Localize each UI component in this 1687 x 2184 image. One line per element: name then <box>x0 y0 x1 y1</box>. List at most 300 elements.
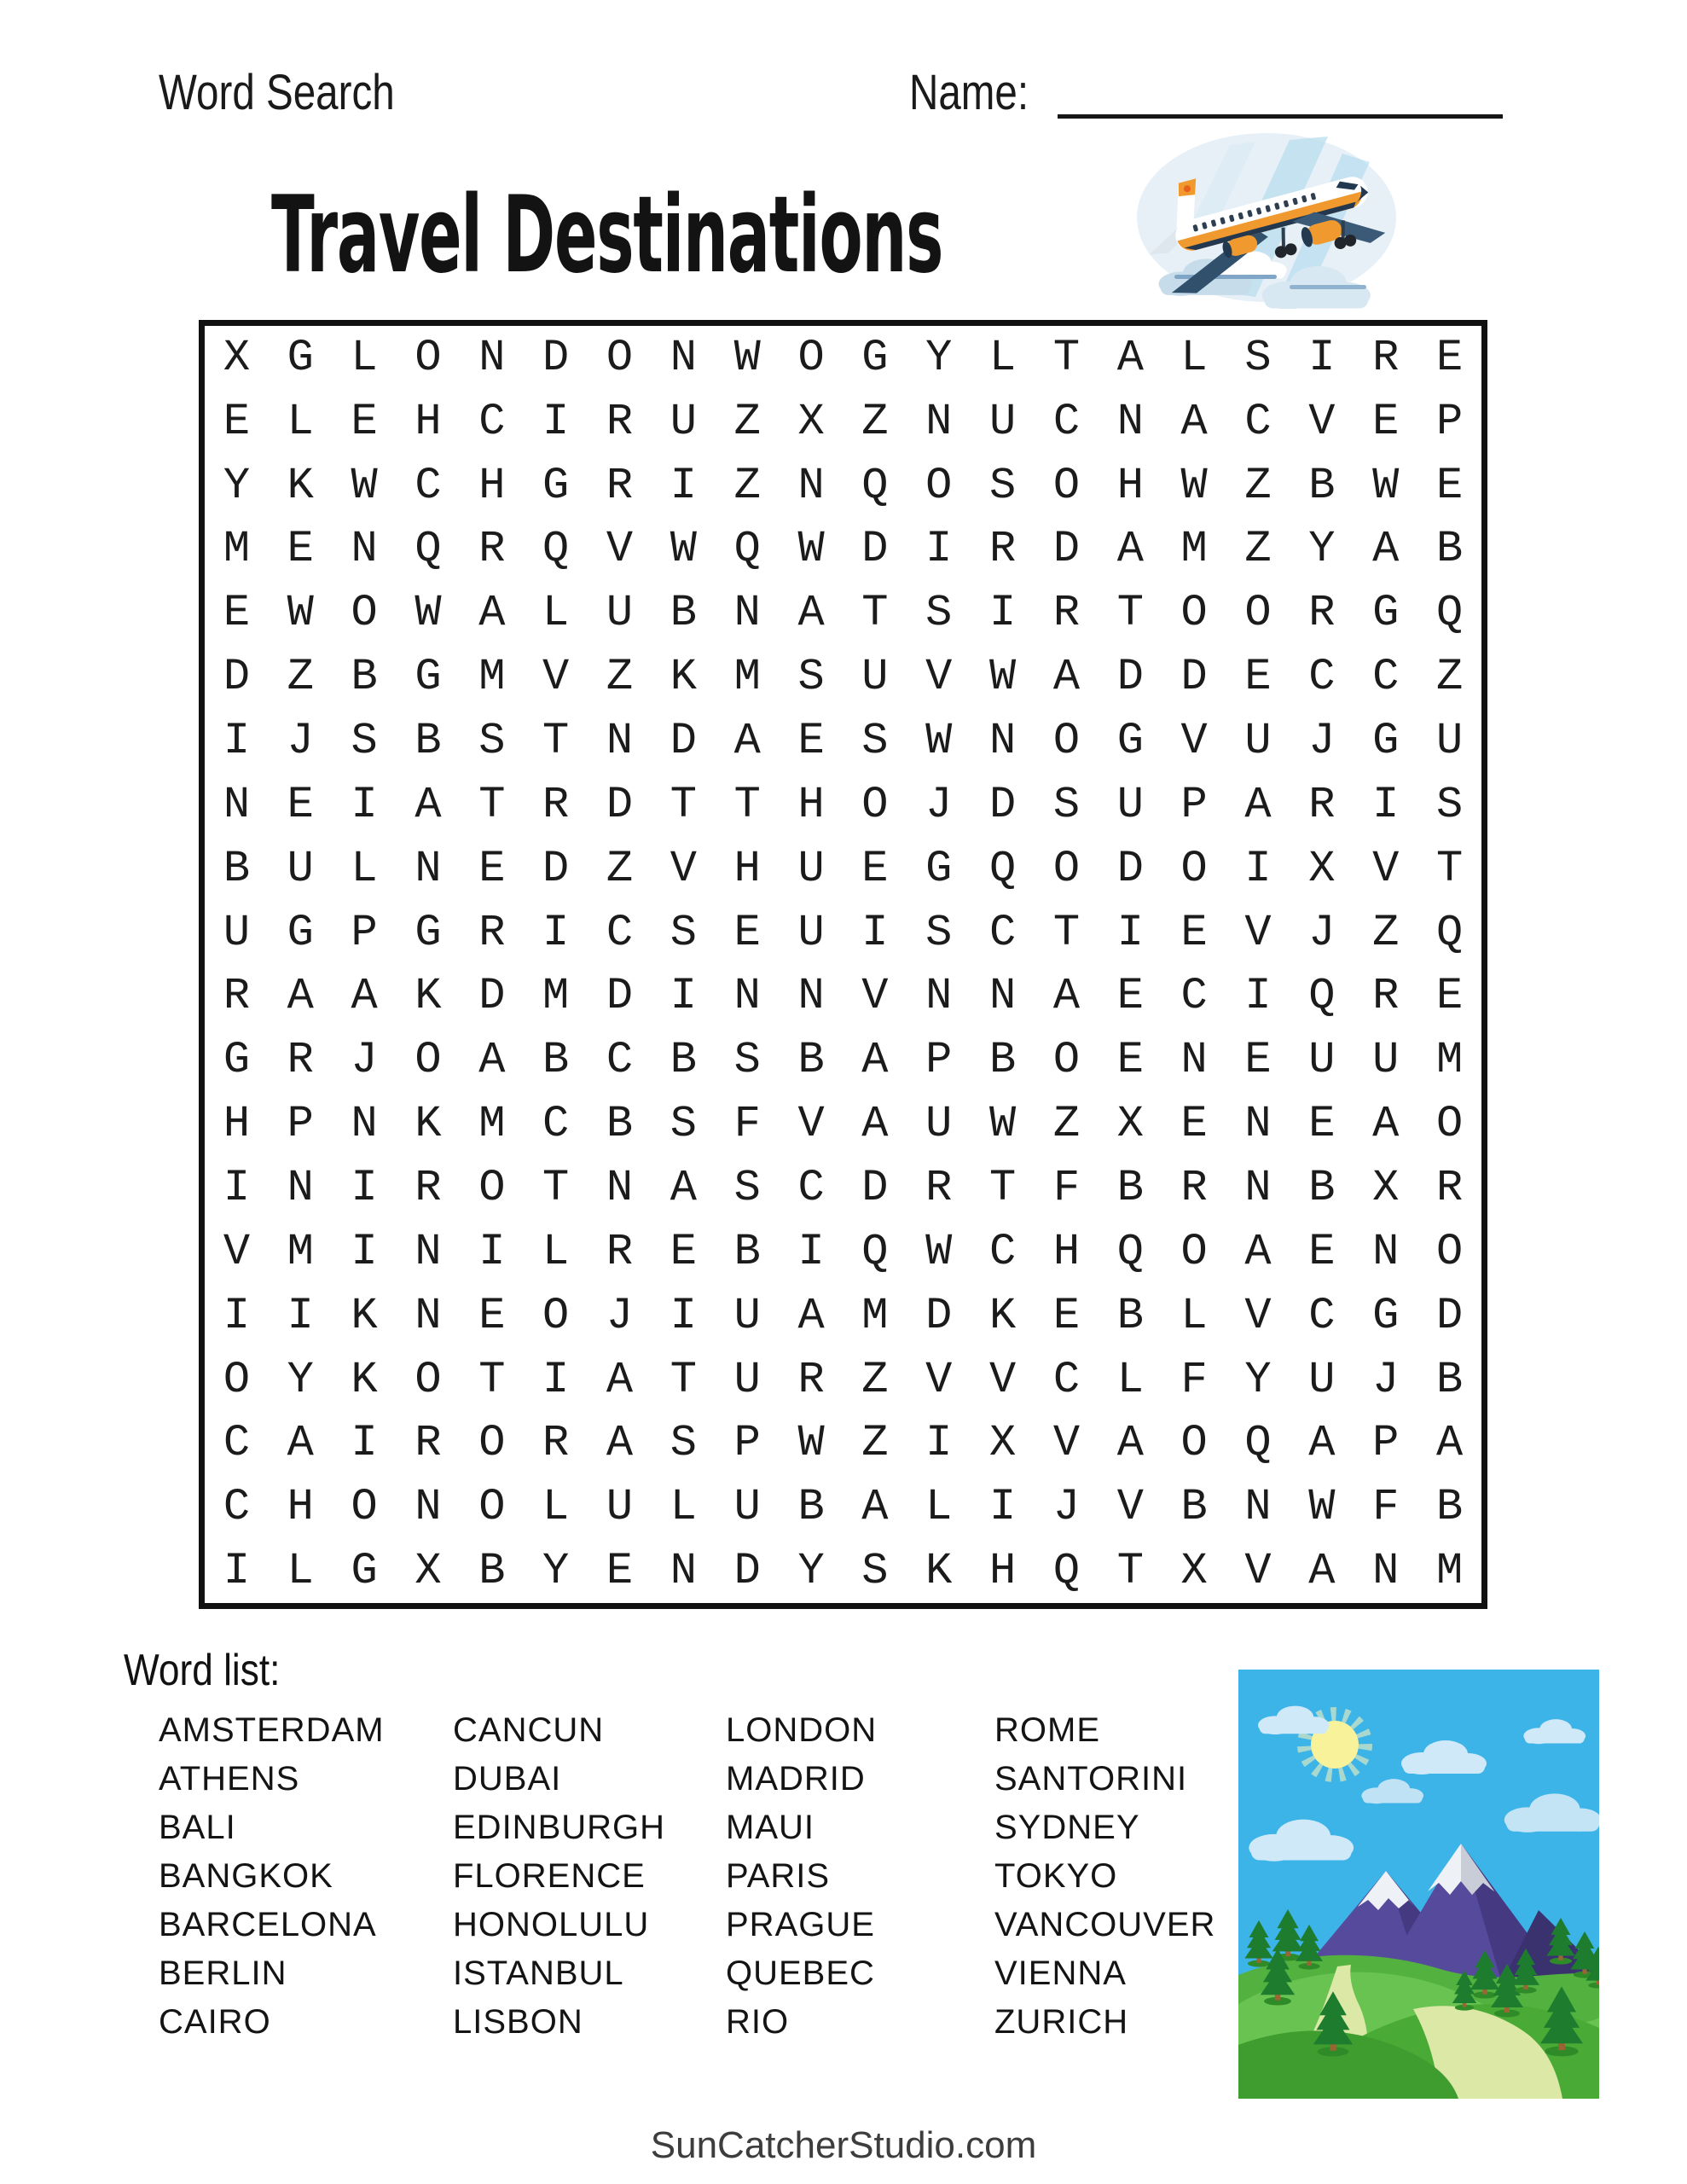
grid-cell: L <box>351 843 378 894</box>
word-list-item: ROME <box>994 1711 1100 1749</box>
grid-cell: K <box>989 1290 1017 1341</box>
grid-cell: H <box>1116 460 1144 511</box>
grid-cell: B <box>670 1035 697 1086</box>
grid-cell: N <box>1116 396 1144 447</box>
grid-cell: U <box>861 652 889 703</box>
grid-cell: U <box>670 396 697 447</box>
grid-cell: E <box>351 396 378 447</box>
grid-cell: B <box>1435 524 1464 575</box>
grid-cell: K <box>415 1099 442 1150</box>
grid-cell: D <box>1052 524 1081 575</box>
grid-cell: M <box>861 1290 889 1341</box>
grid-cell: I <box>351 1162 378 1213</box>
grid-cell: R <box>1308 779 1336 830</box>
grid-cell: C <box>1180 971 1208 1022</box>
grid-cell: K <box>415 971 442 1022</box>
grid-cell: Z <box>733 396 761 447</box>
grid-cell: M <box>1435 1035 1464 1086</box>
grid-cell: S <box>1052 779 1081 830</box>
grid-cell: P <box>733 1418 761 1469</box>
grid-cell: A <box>797 1290 825 1341</box>
word-list-item: ISTANBUL <box>453 1955 624 1992</box>
grid-cell: B <box>733 1226 761 1277</box>
grid-cell: R <box>223 971 251 1022</box>
grid-cell: U <box>925 1099 953 1150</box>
grid-cell: G <box>1372 588 1400 639</box>
grid-cell: K <box>351 1354 378 1405</box>
grid-cell: B <box>542 1035 570 1086</box>
grid-cell: U <box>733 1482 761 1533</box>
grid-cell: A <box>1116 332 1144 383</box>
grid-cell: N <box>1180 1035 1208 1086</box>
grid-cell: O <box>1435 1226 1464 1277</box>
grid-cell: K <box>287 460 314 511</box>
grid-cell: S <box>478 716 506 767</box>
grid-cell: G <box>415 907 442 958</box>
grid-cell: I <box>925 524 953 575</box>
grid-cell: N <box>1372 1546 1400 1597</box>
grid-cell: D <box>223 652 251 703</box>
puzzle-title: Travel Destinations <box>271 174 943 297</box>
grid-cell: S <box>861 716 889 767</box>
grid-cell: A <box>478 1035 506 1086</box>
grid-cell: A <box>606 1418 634 1469</box>
grid-cell: U <box>1372 1035 1400 1086</box>
grid-cell: E <box>670 1226 697 1277</box>
grid-cell: I <box>989 1482 1017 1533</box>
grid-cell: M <box>1180 524 1208 575</box>
grid-cell: N <box>287 1162 314 1213</box>
grid-cell: Z <box>1244 460 1272 511</box>
grid-cell: N <box>415 1482 442 1533</box>
grid-cell: E <box>1308 1099 1336 1150</box>
grid-cell: A <box>1052 971 1081 1022</box>
grid-cell: O <box>415 1354 442 1405</box>
grid-cell: I <box>989 588 1017 639</box>
word-list-item: SANTORINI <box>994 1760 1188 1798</box>
grid-cell: D <box>606 779 634 830</box>
grid-cell: X <box>1372 1162 1400 1213</box>
grid-cell: R <box>415 1162 442 1213</box>
grid-cell: I <box>542 1354 570 1405</box>
grid-cell: S <box>670 1099 697 1150</box>
grid-cell: X <box>797 396 825 447</box>
grid-cell: V <box>861 971 889 1022</box>
grid-cell: I <box>223 1162 251 1213</box>
grid-cell: E <box>606 1546 634 1597</box>
grid-cell: O <box>478 1162 506 1213</box>
grid-cell: V <box>1244 1546 1272 1597</box>
grid-cell: C <box>223 1482 251 1533</box>
grid-cell: Z <box>1435 652 1464 703</box>
grid-cell: G <box>861 332 889 383</box>
grid-cell: O <box>1180 1418 1208 1469</box>
name-label: Name: <box>909 65 1029 120</box>
grid-cell: N <box>797 971 825 1022</box>
grid-cell: N <box>925 971 953 1022</box>
grid-cell: W <box>351 460 378 511</box>
word-list-item: ATHENS <box>159 1760 300 1798</box>
grid-cell: N <box>1244 1482 1272 1533</box>
grid-cell: U <box>797 907 825 958</box>
grid-cell: K <box>670 652 697 703</box>
grid-cell: X <box>1116 1099 1144 1150</box>
grid-cell: U <box>733 1354 761 1405</box>
grid-cell: N <box>606 1162 634 1213</box>
grid-cell: Q <box>989 843 1017 894</box>
grid-cell: N <box>606 716 634 767</box>
word-list-item: CAIRO <box>159 2003 271 2041</box>
grid-cell: I <box>670 460 697 511</box>
grid-cell: H <box>989 1546 1017 1597</box>
grid-cell: V <box>1244 907 1272 958</box>
grid-cell: V <box>1372 843 1400 894</box>
grid-cell: M <box>1435 1546 1464 1597</box>
grid-cell: N <box>478 332 506 383</box>
word-list-item: VIENNA <box>994 1955 1127 1992</box>
grid-cell: K <box>925 1546 953 1597</box>
grid-cell: I <box>1244 971 1272 1022</box>
grid-cell: H <box>223 1099 251 1150</box>
word-list-item: BANGKOK <box>159 1857 333 1895</box>
grid-cell: A <box>1244 1226 1272 1277</box>
grid-cell: I <box>351 1418 378 1469</box>
grid-cell: V <box>1180 716 1208 767</box>
grid-cell: L <box>670 1482 697 1533</box>
word-list-item: ZURICH <box>994 2003 1129 2041</box>
word-list-item: TOKYO <box>994 1857 1118 1895</box>
grid-cell: R <box>797 1354 825 1405</box>
grid-cell: C <box>415 460 442 511</box>
grid-cell: W <box>989 652 1017 703</box>
grid-cell: R <box>478 524 506 575</box>
grid-cell: N <box>797 460 825 511</box>
grid-cell: C <box>797 1162 825 1213</box>
grid-cell: I <box>542 907 570 958</box>
word-list-item: LISBON <box>453 2003 583 2041</box>
grid-cell: A <box>1435 1418 1464 1469</box>
grid-cell: R <box>989 524 1017 575</box>
grid-cell: T <box>1116 1546 1144 1597</box>
grid-cell: Y <box>542 1546 570 1597</box>
grid-cell: S <box>733 1035 761 1086</box>
grid-cell: S <box>670 1418 697 1469</box>
grid-cell: O <box>606 332 634 383</box>
grid-cell: X <box>989 1418 1017 1469</box>
grid-cell: A <box>733 716 761 767</box>
grid-cell: A <box>1308 1418 1336 1469</box>
grid-cell: U <box>1435 716 1464 767</box>
grid-cell: I <box>287 1290 314 1341</box>
worksheet-type-label: Word Search <box>159 65 395 120</box>
grid-cell: I <box>925 1418 953 1469</box>
grid-cell: C <box>989 1226 1017 1277</box>
grid-cell: N <box>989 971 1017 1022</box>
grid-cell: E <box>1116 971 1144 1022</box>
grid-cell: J <box>351 1035 378 1086</box>
grid-cell: O <box>223 1354 251 1405</box>
grid-cell: H <box>733 843 761 894</box>
grid-cell: O <box>1180 1226 1208 1277</box>
grid-cell: L <box>1116 1354 1144 1405</box>
grid-cell: W <box>925 716 953 767</box>
word-list-item: QUEBEC <box>726 1955 875 1992</box>
grid-cell: E <box>1116 1035 1144 1086</box>
grid-cell: R <box>1372 332 1400 383</box>
grid-cell: G <box>287 907 314 958</box>
grid-cell: B <box>415 716 442 767</box>
word-list-item: LONDON <box>726 1711 878 1749</box>
grid-cell: B <box>1116 1290 1144 1341</box>
grid-cell: F <box>1180 1354 1208 1405</box>
grid-cell: J <box>287 716 314 767</box>
grid-cell: E <box>478 1290 506 1341</box>
grid-cell: V <box>797 1099 825 1150</box>
word-list-item: MADRID <box>726 1760 866 1798</box>
grid-cell: Z <box>861 1354 889 1405</box>
grid-cell: C <box>1308 1290 1336 1341</box>
grid-cell: N <box>1372 1226 1400 1277</box>
grid-cell: O <box>415 1035 442 1086</box>
grid-cell: G <box>1372 716 1400 767</box>
grid-cell: M <box>478 652 506 703</box>
grid-cell: N <box>415 1226 442 1277</box>
grid-cell: W <box>287 588 314 639</box>
grid-cell: V <box>223 1226 251 1277</box>
grid-cell: W <box>1308 1482 1336 1533</box>
grid-cell: V <box>1116 1482 1144 1533</box>
grid-cell: S <box>351 716 378 767</box>
grid-cell: V <box>606 524 634 575</box>
grid-cell: T <box>478 779 506 830</box>
word-list-item: PARIS <box>726 1857 831 1895</box>
grid-cell: C <box>478 396 506 447</box>
grid-cell: O <box>351 1482 378 1533</box>
grid-cell: U <box>989 396 1017 447</box>
word-list-item: DUBAI <box>453 1760 562 1798</box>
grid-cell: A <box>861 1099 889 1150</box>
grid-cell: T <box>1116 588 1144 639</box>
grid-cell: Y <box>1308 524 1336 575</box>
grid-cell: G <box>351 1546 378 1597</box>
grid-cell: R <box>606 396 634 447</box>
grid-cell: E <box>1244 1035 1272 1086</box>
grid-cell: R <box>542 779 570 830</box>
grid-cell: W <box>670 524 697 575</box>
grid-cell: N <box>223 779 251 830</box>
grid-cell: V <box>989 1354 1017 1405</box>
grid-cell: O <box>478 1482 506 1533</box>
word-list-item: SYDNEY <box>994 1809 1140 1846</box>
grid-cell: I <box>861 907 889 958</box>
word-list-item: CANCUN <box>453 1711 605 1749</box>
grid-cell: G <box>1116 716 1144 767</box>
grid-cell: D <box>925 1290 953 1341</box>
grid-cell: X <box>1308 843 1336 894</box>
grid-cell: B <box>989 1035 1017 1086</box>
grid-cell: T <box>989 1162 1017 1213</box>
grid-cell: C <box>1308 652 1336 703</box>
grid-cell: N <box>1244 1162 1272 1213</box>
grid-cell: D <box>1435 1290 1464 1341</box>
word-list-item: AMSTERDAM <box>159 1711 385 1749</box>
grid-cell: F <box>1052 1162 1081 1213</box>
grid-cell: S <box>797 652 825 703</box>
grid-cell: J <box>1308 716 1336 767</box>
grid-cell: D <box>989 779 1017 830</box>
grid-cell: O <box>542 1290 570 1341</box>
grid-cell: F <box>1372 1482 1400 1533</box>
grid-cell: P <box>925 1035 953 1086</box>
grid-cell: R <box>1180 1162 1208 1213</box>
grid-cell: Y <box>1244 1354 1272 1405</box>
footer-site-text: SunCatcherStudio.com <box>650 2124 1037 2166</box>
grid-cell: Z <box>861 396 889 447</box>
grid-cell: O <box>1052 1035 1081 1086</box>
grid-cell: B <box>351 652 378 703</box>
grid-cell: L <box>287 1546 314 1597</box>
grid-cell: O <box>925 460 953 511</box>
grid-cell: E <box>1435 460 1464 511</box>
grid-cell: D <box>861 524 889 575</box>
grid-cell: T <box>542 1162 570 1213</box>
grid-cell: I <box>351 779 378 830</box>
grid-cell: B <box>478 1546 506 1597</box>
grid-cell: P <box>1435 396 1464 447</box>
grid-cell: T <box>670 779 697 830</box>
grid-cell: I <box>478 1226 506 1277</box>
grid-cell: I <box>1116 907 1144 958</box>
grid-cell: A <box>1116 1418 1144 1469</box>
grid-cell: J <box>925 779 953 830</box>
grid-cell: N <box>1244 1099 1272 1150</box>
grid-cell: O <box>797 332 825 383</box>
mountain-landscape-icon <box>1238 1670 1599 2099</box>
grid-cell: N <box>415 1290 442 1341</box>
grid-cell: E <box>287 779 314 830</box>
grid-cell: H <box>797 779 825 830</box>
word-search-grid <box>199 320 1487 1609</box>
grid-cell: D <box>861 1162 889 1213</box>
grid-cell: J <box>1052 1482 1081 1533</box>
grid-cell: B <box>606 1099 634 1150</box>
grid-cell: T <box>861 588 889 639</box>
grid-cell: E <box>1435 332 1464 383</box>
grid-cell: E <box>1435 971 1464 1022</box>
grid-cell: V <box>925 1354 953 1405</box>
grid-cell: N <box>415 843 442 894</box>
word-list-column <box>453 1706 743 2047</box>
grid-cell: Q <box>1116 1226 1144 1277</box>
grid-cell: B <box>1180 1482 1208 1533</box>
grid-cell: A <box>478 588 506 639</box>
grid-cell: C <box>1244 396 1272 447</box>
grid-cell: S <box>989 460 1017 511</box>
grid-cell: F <box>733 1099 761 1150</box>
grid-cell: M <box>733 652 761 703</box>
grid-cell: I <box>670 1290 697 1341</box>
grid-cell: P <box>1372 1418 1400 1469</box>
grid-cell: A <box>1052 652 1081 703</box>
grid-cell: V <box>670 843 697 894</box>
grid-cell: P <box>287 1099 314 1150</box>
grid-cell: B <box>670 588 697 639</box>
grid-cell: E <box>797 716 825 767</box>
grid-cell: Z <box>733 460 761 511</box>
airplane-icon <box>1128 130 1409 309</box>
grid-cell: A <box>351 971 378 1022</box>
grid-cell: I <box>1244 843 1272 894</box>
grid-cell: L <box>1180 1290 1208 1341</box>
grid-cell: E <box>287 524 314 575</box>
grid-cell: R <box>925 1162 953 1213</box>
grid-cell: L <box>351 332 378 383</box>
grid-cell: U <box>606 1482 634 1533</box>
grid-cell: H <box>478 460 506 511</box>
grid-cell: N <box>925 396 953 447</box>
grid-cell: B <box>1435 1482 1464 1533</box>
grid-cell: Y <box>287 1354 314 1405</box>
word-list-column <box>726 1706 1016 2047</box>
grid-cell: O <box>1052 716 1081 767</box>
grid-cell: R <box>1372 971 1400 1022</box>
grid-cell: C <box>542 1099 570 1150</box>
word-list-item: BALI <box>159 1809 236 1846</box>
grid-cell: C <box>606 907 634 958</box>
grid-cell: U <box>287 843 314 894</box>
grid-cell: T <box>478 1354 506 1405</box>
grid-cell: O <box>1180 843 1208 894</box>
grid-cell: G <box>542 460 570 511</box>
grid-cell: U <box>1116 779 1144 830</box>
grid-cell: E <box>1372 396 1400 447</box>
grid-cell: Q <box>861 1226 889 1277</box>
grid-cell: A <box>1372 1099 1400 1150</box>
grid-cell: N <box>670 332 697 383</box>
grid-cell: E <box>1180 907 1208 958</box>
grid-cell: I <box>223 716 251 767</box>
grid-cell: R <box>415 1418 442 1469</box>
grid-cell: Z <box>861 1418 889 1469</box>
grid-cell: B <box>223 843 251 894</box>
grid-cell: A <box>1372 524 1400 575</box>
grid-cell: Y <box>797 1546 825 1597</box>
grid-cell: W <box>1180 460 1208 511</box>
grid-cell: D <box>606 971 634 1022</box>
grid-cell: N <box>989 716 1017 767</box>
grid-cell: B <box>797 1482 825 1533</box>
grid-cell: N <box>733 588 761 639</box>
grid-cell: A <box>797 588 825 639</box>
grid-cell: V <box>1244 1290 1272 1341</box>
grid-cell: R <box>287 1035 314 1086</box>
word-list-item: HONOLULU <box>453 1906 650 1943</box>
word-list-column <box>159 1706 449 2047</box>
grid-cell: C <box>606 1035 634 1086</box>
grid-cell: D <box>670 716 697 767</box>
grid-cell: S <box>733 1162 761 1213</box>
grid-cell: P <box>1180 779 1208 830</box>
grid-cell: A <box>1180 396 1208 447</box>
grid-cell: L <box>542 1482 570 1533</box>
word-list-item: VANCOUVER <box>994 1906 1216 1943</box>
grid-cell: J <box>606 1290 634 1341</box>
grid-cell: J <box>1308 907 1336 958</box>
grid-cell: O <box>1244 588 1272 639</box>
grid-cell: V <box>1052 1418 1081 1469</box>
grid-cell: Q <box>1052 1546 1081 1597</box>
grid-cell: D <box>1116 652 1144 703</box>
